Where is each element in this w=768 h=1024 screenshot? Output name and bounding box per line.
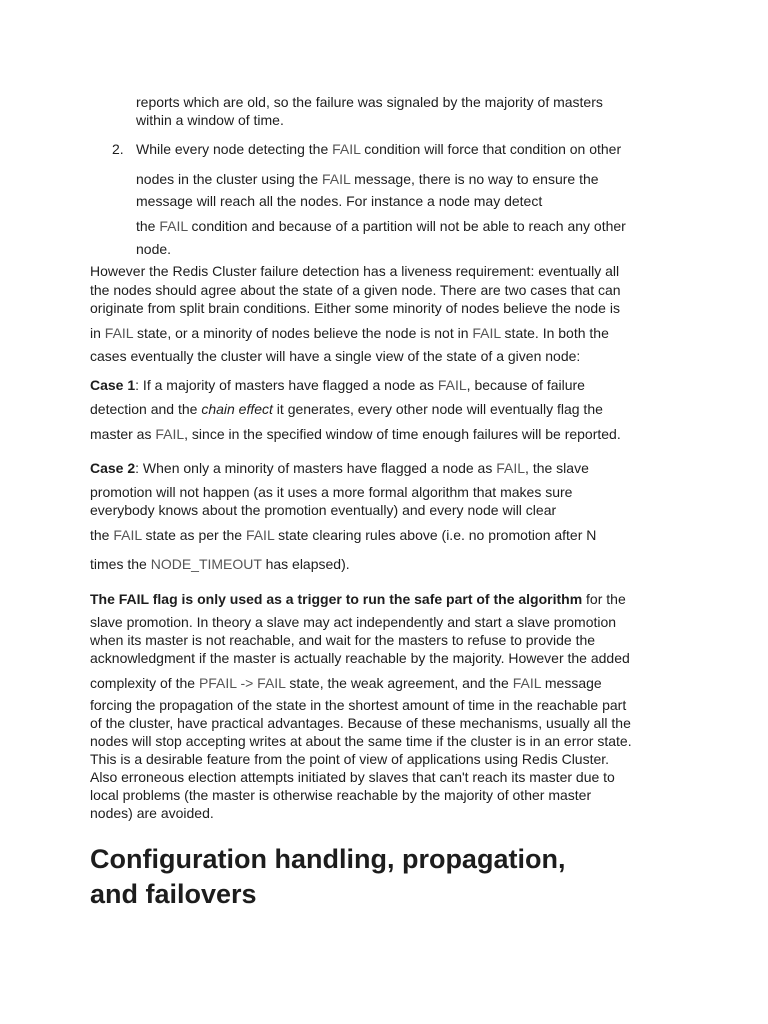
case-label: Case 1 — [90, 377, 136, 393]
case-2-line: everybody knows about the promotion eventually) and every node will clear — [90, 502, 557, 518]
inline-code: FAIL — [496, 460, 526, 476]
list-item-number: 2. — [112, 141, 124, 157]
case-2-line: promotion will not happen (as it uses a more formal algorithm that makes sure — [90, 484, 573, 500]
paragraph-line: complexity of the PFAIL -> FAIL state, the weak agreement, and the FAIL message — [90, 675, 602, 691]
list-item-2-line: node. — [136, 241, 172, 257]
inline-code: PFAIL -> FAIL — [198, 675, 286, 691]
paragraph-line: in FAIL state, or a minority of nodes believe the node is not in FAIL state. In both the — [90, 325, 609, 341]
list-item-1-line: reports which are old, so the failure was signaled by the majority of masters — [136, 94, 603, 110]
section-heading-line: Configuration handling, propagation, — [90, 844, 566, 874]
paragraph-line: forcing the propagation of the state in the shortest amount of time in the reachable part — [90, 697, 627, 713]
case-2-line: Case 2: When only a minority of masters have flagged a node as FAIL, the slave — [90, 460, 589, 476]
inline-code: FAIL — [113, 527, 142, 543]
inline-code: FAIL — [322, 171, 351, 187]
inline-code: FAIL — [155, 426, 185, 442]
inline-code: FAIL — [512, 675, 541, 691]
emphasis: chain effect — [201, 401, 273, 417]
paragraph-line: Also erroneous election attempts initiated by slaves that can't reach its master due to — [90, 769, 615, 785]
list-item-2-line: the FAIL condition and because of a partition will not be able to reach any other — [136, 218, 626, 234]
section-heading — [90, 842, 565, 912]
paragraph-line: cases eventually the cluster will have a single view of the state of a given node: — [90, 348, 581, 364]
inline-code: FAIL — [104, 325, 134, 341]
paragraph-line: slave promotion. In theory a slave may act independently and start a slave promotion — [90, 614, 617, 630]
section-heading-line: and failovers — [90, 879, 257, 909]
paragraph-line: However the Redis Cluster failure detection has a liveness requirement: eventually all — [90, 263, 620, 279]
case-1-line: master as FAIL, since in the specified window of time enough failures will be reported. — [90, 426, 621, 442]
case-2-line: the FAIL state as per the FAIL state clearing rules above (i.e. no promotion after N — [90, 527, 597, 543]
inline-code: FAIL — [437, 377, 467, 393]
list-item-2-line: nodes in the cluster using the FAIL message, there is no way to ensure the — [136, 171, 599, 187]
paragraph-line: of the cluster, have practical advantages. Because of these mechanisms, usually all the — [90, 715, 631, 731]
inline-code: FAIL — [159, 218, 188, 234]
paragraph-line: local problems (the master is otherwise reachable by the majority of other master — [90, 787, 592, 803]
paragraph-line: This is a desirable feature from the point of view of applications using Redis Cluster. — [90, 751, 610, 767]
paragraph-line: nodes) are avoided. — [90, 805, 214, 821]
case-1-line: Case 1: If a majority of masters have flagged a node as FAIL, because of failure — [90, 377, 585, 393]
inline-code: FAIL — [332, 141, 361, 157]
paragraph-line: nodes will stop accepting writes at about the same time if the cluster is in an error state. — [90, 733, 632, 749]
paragraph-line: when its master is not reachable, and wait for the masters to refuse to provide the — [90, 632, 596, 648]
case-2-line: times the NODE_TIMEOUT has elapsed). — [90, 556, 350, 572]
list-item-2-line: message will reach all the nodes. For instance a node may detect — [136, 193, 543, 209]
list-item-2-line: While every node detecting the FAIL condition will force that condition on other — [136, 141, 622, 157]
paragraph-line: acknowledgment if the master is actually reachable by the majority. However the added — [90, 650, 630, 666]
inline-code: FAIL — [472, 325, 501, 341]
case-label: Case 2 — [90, 460, 136, 476]
bold-lead: The FAIL flag is only used as a trigger to run the safe part of the algorithm — [90, 591, 583, 607]
inline-code: FAIL — [245, 527, 275, 543]
paragraph-line: the nodes should agree about the state of a given node. There are two cases that can — [90, 282, 621, 298]
case-1-line: detection and the chain effect it generates, every other node will eventually flag the — [90, 401, 603, 417]
inline-code: NODE_TIMEOUT — [150, 556, 262, 572]
list-item-1-line: within a window of time. — [136, 112, 284, 128]
paragraph-line: The FAIL flag is only used as a trigger to run the safe part of the algorithm for the — [90, 591, 626, 607]
paragraph-line: originate from split brain conditions. Either some minority of nodes believe the node is — [90, 300, 620, 316]
